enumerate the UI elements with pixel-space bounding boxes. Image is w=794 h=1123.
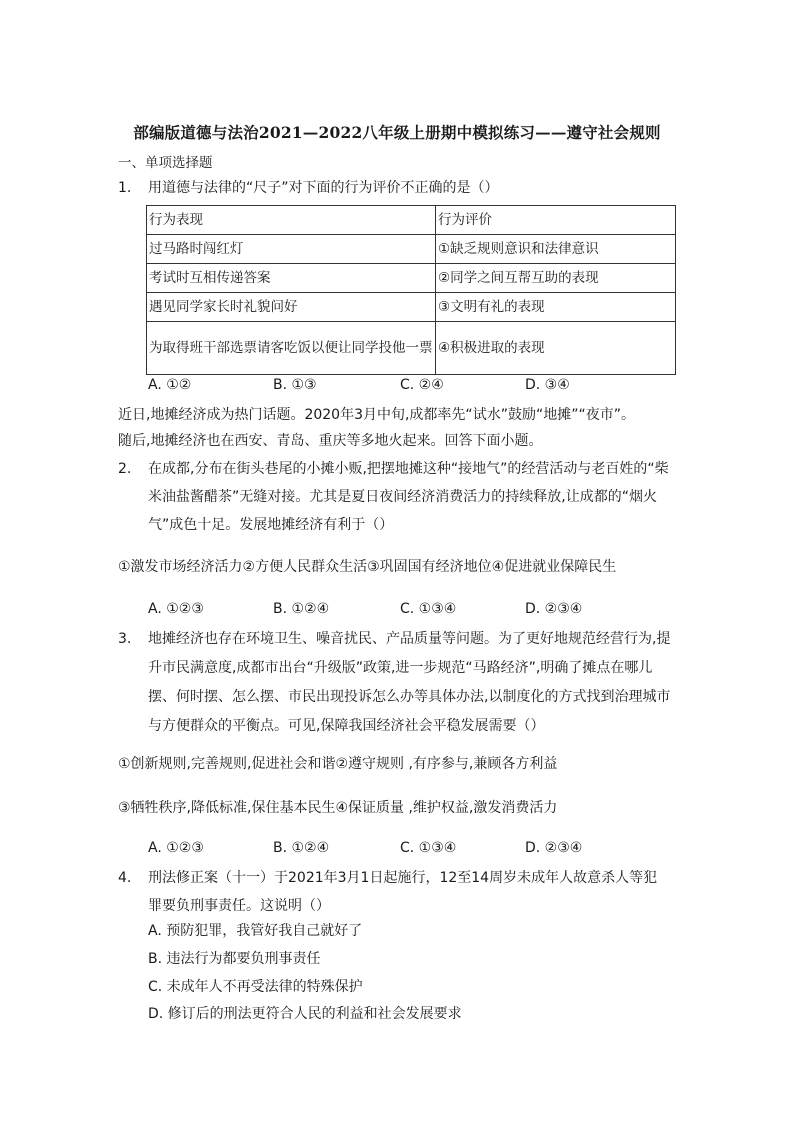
table-cell: ②同学之间互帮互助的表现 — [436, 264, 676, 293]
question-1 — [118, 176, 678, 201]
question-line: 罪要负刑事责任。这说明（） — [148, 898, 330, 914]
option-c[interactable]: C. ①③④ — [400, 601, 457, 617]
option-a[interactable]: A. ①② — [148, 377, 192, 393]
question-line: 地摊经济也存在环境卫生、噪音扰民、产品质量等问题。为了更好地规范经营行为,提 — [148, 631, 671, 647]
q2-options — [148, 601, 688, 623]
question-line: 升市民满意度,成都市出台“升级版”政策,进一步规范“马路经济”,明确了摊点在哪儿 — [148, 660, 653, 676]
table-cell: 过马路时闯红灯 — [147, 235, 436, 264]
choice-c[interactable]: C. 未成年人不再受法律的特殊保护 — [148, 979, 363, 995]
document-title: 部编版道德与法治2021—2022八年级上册期中模拟练习——遵守社会规则 — [133, 123, 661, 142]
question-line: 摆、何时摆、怎么摆、市民出现投诉怎么办等具体办法,以制度化的方式找到治理城市 — [148, 689, 671, 705]
q2-statements: ①激发市场经济活力②方便人民群众生活③巩固国有经济地位④促进就业保障民生 — [118, 559, 617, 575]
question-line: 米油盐酱醋茶”无缝对接。尤其是夏日夜间经济消费活力的持续释放,让成都的“烟火 — [148, 489, 657, 505]
question-line: 气”成色十足。发展地摊经济有利于（） — [148, 517, 394, 533]
choice-b[interactable]: B. 违法行为都要负刑事责任 — [148, 951, 321, 967]
question-line: 在成都,分布在街头巷尾的小摊小贩,把摆地摊这种“接地气”的经营活动与老百姓的“柴 — [148, 461, 669, 477]
question-number: 1. — [118, 180, 132, 196]
option-a[interactable]: A. ①②③ — [148, 840, 204, 856]
question-number: 4. — [118, 870, 132, 886]
table-row — [147, 264, 676, 293]
table-cell: ③文明有礼的表现 — [436, 293, 676, 322]
passage-line: 随后,地摊经济也在西安、青岛、重庆等多地火起来。回答下面小题。 — [118, 433, 543, 449]
table-header-cell: 行为表现 — [147, 206, 436, 235]
option-d[interactable]: D. ③④ — [525, 377, 570, 393]
table-cell: 考试时互相传递答案 — [147, 264, 436, 293]
table-header-cell: 行为评价 — [436, 206, 676, 235]
choice-d[interactable]: D. 修订后的刑法更符合人民的利益和社会发展要求 — [148, 1006, 462, 1022]
option-c[interactable]: C. ②④ — [400, 377, 444, 393]
option-d[interactable]: D. ②③④ — [525, 840, 583, 856]
q3-statements-line: ①创新规则,完善规则,促进社会和谐②遵守规则 ,有序参与,兼顾各方利益 — [118, 756, 558, 772]
table-cell: 遇见同学家长时礼貌问好 — [147, 293, 436, 322]
table-cell: ④积极进取的表现 — [436, 322, 676, 375]
question-3 — [118, 627, 678, 739]
option-b[interactable]: B. ①②④ — [273, 601, 330, 617]
option-b[interactable]: B. ①③ — [273, 377, 317, 393]
passage-line: 近日,地摊经济成为热门话题。2020年3月中旬,成都率先“试水”鼓励“地摊”“夜市”。 — [118, 407, 635, 423]
option-d[interactable]: D. ②③④ — [525, 601, 583, 617]
q1-options — [148, 377, 688, 399]
table-cell: ①缺乏规则意识和法律意识 — [436, 235, 676, 264]
table-row — [147, 235, 676, 264]
q3-statements-line: ③牺牲秩序,降低标准,保住基本民生④保证质量 ,维护权益,激发消费活力 — [118, 800, 558, 816]
question-line: 与方便群众的平衡点。可见,保障我国经济社会平稳发展需要（） — [148, 718, 545, 734]
choice-a[interactable]: A. 预防犯罪，我管好我自己就好了 — [148, 923, 363, 939]
table-row — [147, 322, 676, 375]
question-line: 刑法修正案（十一）于2021年3月1日起施行，12至14周岁未成年人故意杀人等犯 — [148, 870, 658, 886]
table-row — [147, 293, 676, 322]
question-2 — [118, 457, 678, 538]
question-number: 2. — [118, 461, 132, 477]
q3-options — [148, 840, 688, 862]
question-text: 用道德与法律的“尺子”对下面的行为评价不正确的是（） — [148, 180, 499, 196]
option-c[interactable]: C. ①③④ — [400, 840, 457, 856]
table-header-row — [147, 206, 676, 235]
section-heading: 一、单项选择题 — [118, 155, 213, 171]
table-cell: 为取得班干部选票请客吃饭以便让同学投他一票 — [147, 322, 436, 375]
evaluation-table — [146, 205, 676, 375]
question-4 — [118, 866, 678, 919]
option-a[interactable]: A. ①②③ — [148, 601, 204, 617]
question-number: 3. — [118, 631, 132, 647]
option-b[interactable]: B. ①②④ — [273, 840, 330, 856]
